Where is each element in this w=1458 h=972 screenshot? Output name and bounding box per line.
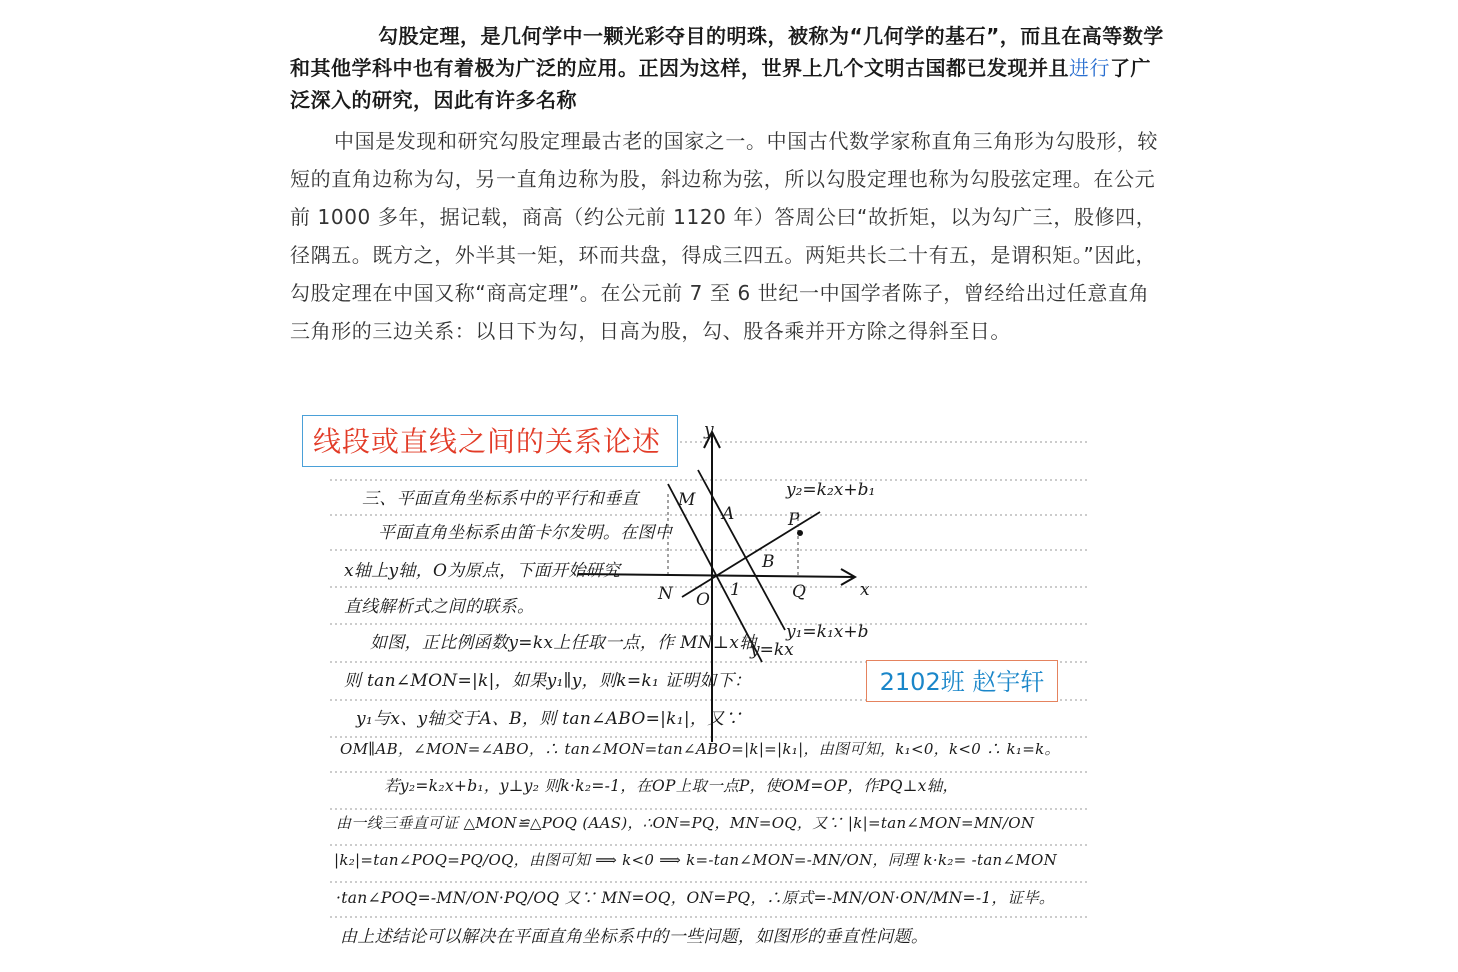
intro-text-part2: 了广泛深入的研究，因此有许多名称 <box>290 56 1151 112</box>
point-P-label: P <box>788 510 800 530</box>
notes-line-8: OM∥AB，∠MON=∠ABO，∴ tan∠MON=tan∠ABO=|k|=|k₁|，由图可知，k₁<0，k<0 ∴ k₁=k。 <box>340 740 1060 758</box>
point-M-label: M <box>678 490 696 510</box>
point-B-label: B <box>762 552 775 572</box>
intro-link[interactable]: 进行 <box>1069 56 1110 80</box>
line0-label: y=kx <box>750 640 794 660</box>
notes-line-13: 由上述结论可以解决在平面直角坐标系中的一些问题，如图形的垂直性问题。 <box>340 927 929 947</box>
intro-text-part1: 勾股定理，是几何学中一颗光彩夺目的明珠，被称为“几何学的基石”，而且在高等数学和其他学科中也有着极为广泛的应用。正因为这样，世界上几个文明古国都已发现并且 <box>290 24 1164 80</box>
tick-one-label: 1 <box>730 580 741 600</box>
notes-line-12: ·tan∠POQ=-MN/ON·PQ/OQ 又∵ MN=OQ，ON=PQ，∴原式=-MN/ON·ON/MN=-1，证毕。 <box>336 889 1055 907</box>
notes-line-11: |k₂|=tan∠POQ=PQ/OQ，由图可知 ⟹ k<0 ⟹ k=-tan∠MON=-MN/ON，同理 k·k₂= -tan∠MON <box>334 851 1058 869</box>
notes-line-6: 则 tan∠MON=|k|，如果y₁∥y，则k=k₁ 证明如下： <box>344 671 752 691</box>
notes-line-1: 三、平面直角坐标系中的平行和垂直 <box>362 489 639 509</box>
notes-title-box: 线段或直线之间的关系论述 <box>302 415 678 467</box>
point-P-dot <box>797 530 803 536</box>
point-N-label: N <box>658 584 673 604</box>
notes-line-10: 由一线三垂直可证 △MON≌△POQ (AAS)，∴ON=PQ，MN=OQ，又∵ |k|=tan∠MON=MN/ON <box>336 814 1035 832</box>
notes-line-3: x轴上y轴，O为原点，下面开始研究 <box>344 561 621 581</box>
origin-label: O <box>696 590 710 610</box>
line1-label: y₁=k₁x+b <box>786 622 869 642</box>
line2-label: y₂=k₂x+b₁ <box>786 480 876 500</box>
notes-line-4: 直线解析式之间的联系。 <box>344 597 535 617</box>
point-A-label: A <box>722 504 735 524</box>
point-Q-label: Q <box>792 582 806 602</box>
intro-paragraph <box>290 20 1168 116</box>
history-paragraph: 中国是发现和研究勾股定理最古老的国家之一。中国古代数学家称直角三角形为勾股形，较短的直角边称为勾，另一直角边称为股，斜边称为弦，所以勾股定理也称为勾股弦定理。在公元前 1000 多年，据记载，商高（约公元前 1120 年）答周公曰“故折矩，以为勾广三，股修四，径隅五。既方之，外半其一矩，环而共盘，得成三四五。两矩共长二十有五，是谓积矩。”因此，勾股定理在中国又称“商高定理”。在公元前 7 至 6 世纪一中国学者陈子，曾经给出过任意直角三角形的三边关系：以日下为勾，日高为股，勾、股各乘并开方除之得斜至日。 <box>290 129 1158 343</box>
author-signature-box: 2102班 赵宇轩 <box>866 660 1058 702</box>
notes-line-7: y₁与x、y轴交于A、B，则 tan∠ABO=|k₁|，又∵ <box>356 709 742 729</box>
y-axis-label: y <box>704 420 714 440</box>
notes-line-2: 平面直角坐标系由笛卡尔发明。在图中 <box>378 523 673 543</box>
x-axis-label: x <box>860 580 870 600</box>
notes-line-9: 若y₂=k₂x+b₁，y⊥y₂ 则k·k₂=-1，在OP上取一点P，使OM=OP，作PQ⊥x轴， <box>384 777 959 795</box>
notes-line-5: 如图，正比例函数y=kx上任取一点，作 MN⊥x轴 <box>370 633 757 653</box>
